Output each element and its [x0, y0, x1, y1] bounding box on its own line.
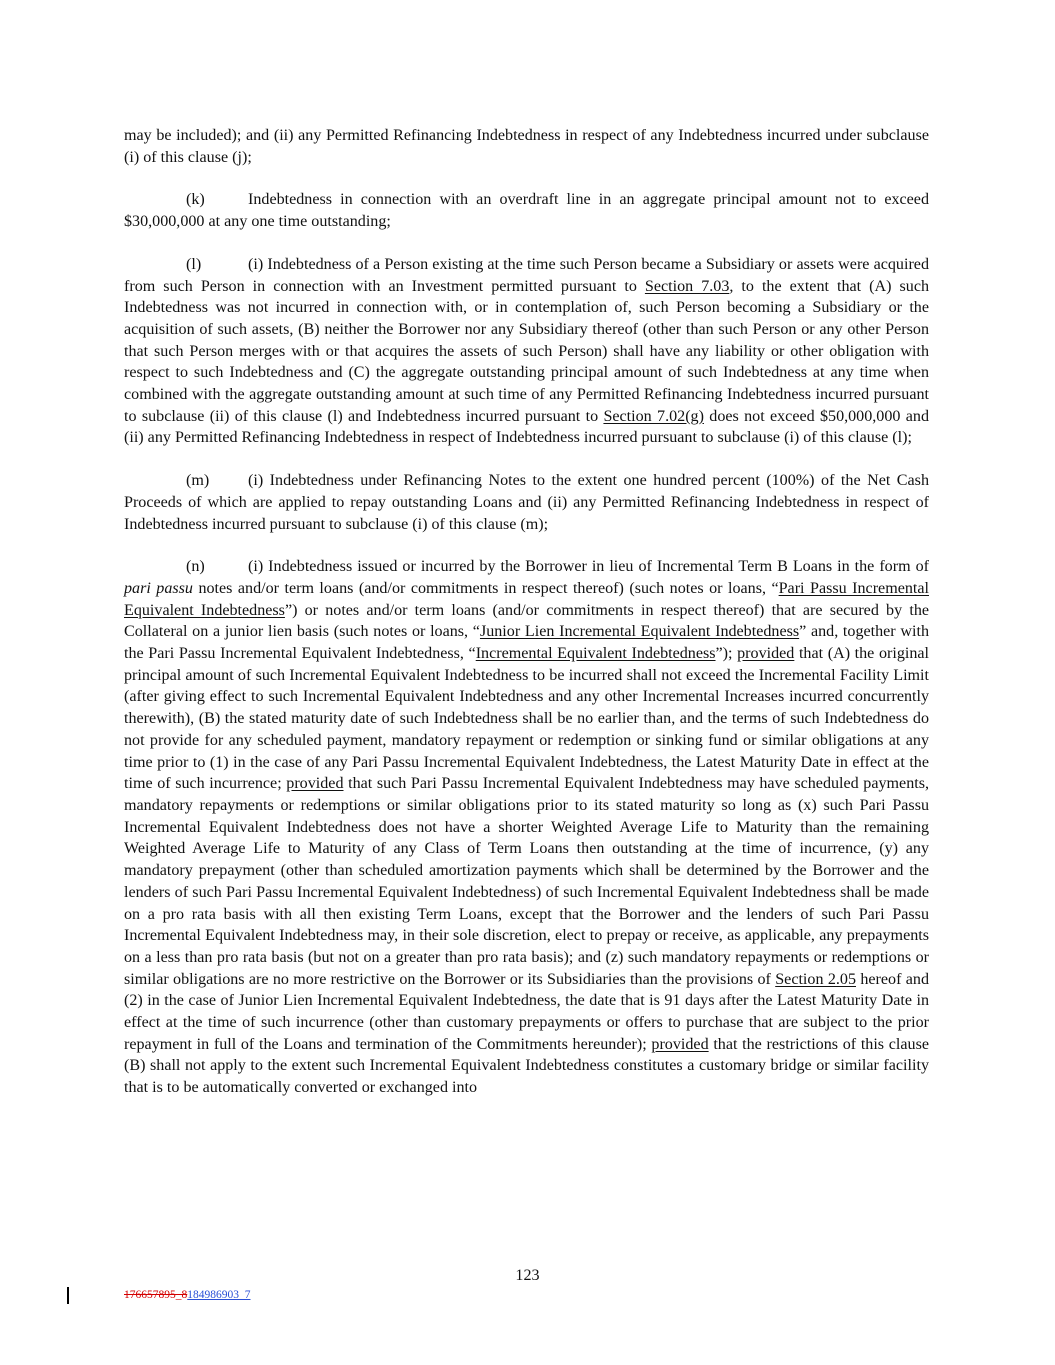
- italic-term: pari passu: [124, 579, 193, 597]
- paragraph-n: (n) (i) Indebtedness issued or incurred by the Borrower in lieu of Incremental Term B Loans in the form of pari passu notes and/or term loans (and/or commitments in respect thereof) (such notes or loans, “Pari Passu Incremental Equivalent Indebtedness”) or notes and/or term loans (and/or commitments in respect thereof) that are secured by the Collateral on a junior lien basis (such notes or loans, “Junior Lien Incremental Equivalent Indebtedness” and, together with the Pari Passu Incremental Equivalent Indebtedness, “Incremental Equivalent Indebtedness”); provided that (A) the original principal amount of such Incremental Equivalent Indebtedness to be incurred shall not exceed the Incremental Facility Limit (after giving effect to such Incremental Equivalent Indebtedness and any other Incremental Increases incurred concurrently therewith), (B) the stated maturity date of such Indebtedness shall be no earlier than, and the terms of such Indebtedness do not provide for any scheduled payment, mandatory repayment or redemption or sinking fund or similar obligations at any time prior to (1) in the case of any Pari Passu Incremental Equivalent Indebtedness, the Latest Maturity Date in effect at the time of such incurrence; provided that such Pari Passu Incremental Equivalent Indebtedness may have scheduled payments, mandatory repayments or redemptions or similar obligations prior to its stated maturity so long as (x) such Pari Passu Incremental Equivalent Indebtedness does not have a shorter Weighted Average Life to Maturity than the remaining Weighted Average Life to Maturity of any Class of Term Loans then outstanding at the time of incurrence, (y) any mandatory prepayment (other than scheduled amortization payments which shall be determined by the Borrower and the lenders of such Pari Passu Incremental Equivalent Indebtedness) of such Incremental Equivalent Indebtedness shall be made on a pro rata basis with all then existing Term Loans, except that the Borrower and the lenders of such Pari Passu Incremental Equivalent Indebtedness may, in their sole discretion, elect to prepay or receive, as applicable, any prepayments on a less than pro rata basis (but not on a greater than pro rata basis); and (z) such mandatory repayments or redemptions or similar obligations are no more restrictive on the Borrower or its Subsidiaries than the provisions of Section 2.05 hereof and (2) in the case of Junior Lien Incremental Equivalent Indebtedness, the date that is 91 days after the Latest Maturity Date in effect at the time of such incurrence (other than customary prepayments or offers to purchase that are subject to the prior repayment in full of the Loans and termination of the Commitments hereunder); provided that the restrictions of this clause (B) shall not apply to the extent such Incremental Equivalent Indebtedness constitutes a customary bridge or similar facility that is to be automatically converted or exchanged into: [124, 558, 930, 1097]
- clause-label-k: (k): [186, 191, 205, 209]
- document-id: [124, 1289, 251, 1301]
- revision-change-bar: [67, 1287, 69, 1304]
- proviso-term: provided: [737, 645, 795, 663]
- section-reference: Section 7.02(g): [603, 407, 704, 425]
- clause-text-k: Indebtedness in connection with an overdraft line in an aggregate principal amount not to exceed $30,000,000 at any one time outstanding;: [124, 191, 929, 231]
- proviso-term: provided: [651, 1035, 709, 1053]
- paragraph-k: [124, 189, 929, 232]
- clause-label-l: (l): [186, 255, 202, 273]
- clause-label-n: (n): [186, 558, 205, 576]
- inserted-doc-id: 184986903: [187, 1289, 239, 1301]
- section-reference: Section 2.05: [775, 970, 856, 988]
- deleted-doc-id: 176657895_8: [124, 1289, 188, 1301]
- defined-term: Incremental Equivalent Indebtedness: [475, 645, 716, 663]
- paragraph-m: [124, 470, 929, 535]
- clause-text-m: (i) Indebtedness under Refinancing Notes to the extent one hundred percent (100%) of the Net Cash Proceeds of which are applied to repay outstanding Loans and (ii) any Permitted Refinancing Indebtedness in respect of Indebtedness incurred pursuant to subclause (i) of this clause (m);: [124, 472, 929, 533]
- paragraph-l: (l) (i) Indebtedness of a Person existing at the time such Person became a Subsidiary or assets were acquired from such Person in connection with an Investment permitted pursuant to Section 7.03, to the extent that (A) such Indebtedness was not incurred in connection with, or in contemplation of, such Person becoming a Subsidiary or the acquisition of such assets, (B) neither the Borrower nor any Subsidiary thereof (other than such Person or any other Person that such Person merges with or that acquires the assets of such Person) shall have any liability or other obligation with respect to such Indebtedness and (C) the aggregate outstanding principal amount of such Indebtedness at any time when combined with the aggregate outstanding amount at such time of any Permitted Refinancing Indebtedness incurred pursuant to subclause (ii) of this clause (l) and Indebtedness incurred pursuant to Section 7.02(g) does not exceed $50,000,000 and (ii) any Permitted Refinancing Indebtedness in respect of Indebtedness incurred pursuant to subclause (i) of this clause (l);: [124, 255, 930, 447]
- defined-term: Pari Passu Incremental Equivalent Indebtedness: [124, 579, 929, 619]
- doc-version: _7: [239, 1289, 251, 1301]
- page-number: 123: [515, 1267, 540, 1284]
- defined-term: Junior Lien Incremental Equivalent Indebtedness: [479, 623, 800, 641]
- section-reference: Section 7.03: [644, 277, 730, 295]
- page-body: [124, 125, 929, 1099]
- clause-label-m: (m): [186, 472, 210, 490]
- proviso-term: provided: [286, 775, 344, 793]
- paragraph-j-continuation: may be included); and (ii) any Permitted Refinancing Indebtedness in respect of any Indebtedness incurred under subclause (i) of this clause (j);: [124, 127, 929, 166]
